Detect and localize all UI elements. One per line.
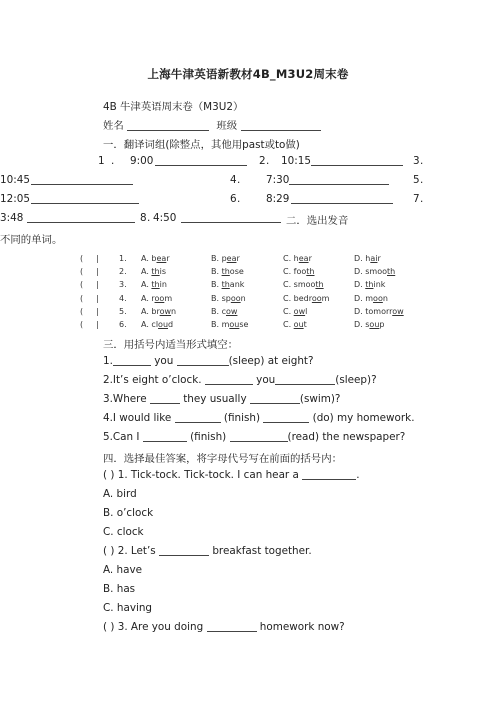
divider: | [96, 280, 99, 290]
mc-option: C. having [103, 602, 153, 614]
option-text: B. c [211, 306, 226, 316]
underlined-letters: th [151, 280, 160, 290]
section4-heading: 四．选择最佳答案，将字母代号写在前面的括号内： [103, 453, 342, 465]
item-number: 2. [119, 267, 127, 277]
option-b [211, 267, 244, 276]
option-text: B. [211, 280, 222, 290]
mc-option: C. clock [103, 526, 144, 538]
section2-heading-cont: 不同的单词。 [0, 234, 63, 246]
option-d [354, 294, 388, 303]
option-a [141, 280, 167, 289]
answer-blank[interactable] [263, 412, 309, 423]
underlined-letters: ow [392, 306, 404, 316]
option-text: m [164, 293, 173, 303]
option-text: C. [283, 319, 294, 329]
option-text: t [303, 319, 307, 329]
option-c [283, 267, 315, 276]
underlined-letters: th [387, 267, 396, 277]
divider: | [96, 306, 99, 316]
underlined-letters: ea [226, 254, 237, 263]
answer-blank[interactable] [155, 155, 247, 166]
fill-item: 4.I would like (finish) (do) my homework. [103, 412, 415, 424]
underlined-letters: ou [229, 319, 240, 329]
option-text: r [236, 254, 240, 263]
answer-paren[interactable]: ( [80, 280, 84, 290]
option-b [211, 307, 237, 316]
fill-item: 3.Where they usually (swim)? [103, 393, 341, 405]
option-text: n [240, 293, 246, 303]
option-text: r [166, 254, 170, 263]
section2-heading: 二．选出发音 [286, 215, 349, 227]
option-text: A. br [141, 306, 160, 316]
answer-blank[interactable] [143, 431, 187, 442]
option-text: C. foo [283, 267, 307, 277]
divider: | [96, 254, 99, 263]
answer-blank[interactable] [150, 393, 180, 404]
underlined-letters: oo [373, 293, 383, 303]
answer-paren[interactable]: ( [80, 306, 84, 316]
option-c [283, 294, 329, 303]
option-d [354, 267, 395, 276]
option-text: p [379, 319, 385, 329]
item-number: 3. [119, 280, 127, 290]
answer-blank[interactable] [289, 174, 389, 185]
option-b [211, 294, 246, 303]
divider: | [96, 293, 99, 303]
answer-blank[interactable] [31, 193, 139, 204]
underlined-letters: th [221, 280, 230, 290]
item-number: 6. [119, 319, 127, 329]
underlined-letters: th [365, 280, 374, 290]
option-text: D. m [354, 293, 374, 303]
fill-item: 1. you (sleep) at eight? [103, 355, 314, 367]
mc-option: B. o’clock [103, 507, 154, 519]
name-blank[interactable] [127, 120, 209, 131]
answer-blank[interactable] [207, 621, 257, 632]
answer-blank[interactable] [175, 412, 221, 423]
option-text: C. h [283, 254, 299, 263]
option-b [211, 280, 244, 289]
answer-blank[interactable] [205, 374, 253, 385]
underlined-letters: ow [293, 306, 306, 316]
underlined-letters: ou [369, 319, 380, 329]
option-text: B. [211, 267, 222, 277]
fill-item: 5.Can I (finish) (read) the newspaper? [103, 431, 406, 443]
class-label: 班级 [216, 120, 238, 132]
option-a [141, 267, 166, 276]
option-text: A. [141, 267, 152, 277]
option-text: n [171, 306, 177, 316]
option-a [141, 294, 172, 303]
option-text: l [305, 306, 308, 316]
answer-blank[interactable] [250, 393, 300, 404]
option-text: r [308, 254, 312, 263]
answer-blank[interactable] [159, 545, 209, 556]
answer-blank[interactable] [113, 355, 151, 366]
answer-paren[interactable]: ( [80, 319, 84, 329]
mc-question: ( ) 2. Let’s breakfast together. [103, 545, 312, 557]
option-text: ink [373, 280, 386, 290]
option-text: D. h [354, 254, 371, 263]
option-text: d [168, 319, 174, 329]
option-c [283, 320, 307, 329]
divider: | [96, 267, 99, 277]
name-class-line [103, 117, 321, 132]
option-c [283, 307, 307, 316]
option-d [354, 307, 404, 316]
option-text: m [321, 293, 330, 303]
underlined-letters: th [315, 280, 324, 290]
option-b [211, 254, 240, 263]
option-text: A. [141, 280, 152, 290]
underlined-letters: ow [159, 306, 172, 316]
answer-blank[interactable] [291, 193, 393, 204]
option-a [141, 307, 176, 316]
option-text: C. [283, 306, 294, 316]
name-label: 姓名 [103, 120, 124, 132]
option-text: B. p [211, 254, 227, 263]
option-text: in [159, 280, 167, 290]
option-text: B. m [211, 319, 230, 329]
underlined-letters: ai [370, 254, 378, 263]
mc-option: A. have [103, 564, 143, 576]
option-b [211, 320, 248, 329]
underlined-letters: oo [154, 293, 165, 303]
option-text: r [377, 254, 381, 263]
answer-paren[interactable]: ( [80, 267, 84, 277]
option-text: D. s [354, 319, 370, 329]
option-text: is [159, 267, 167, 277]
option-text: C. smoo [283, 280, 316, 290]
document-page: 上海牛津英语新教材4B_M3U2周末卷 4B 牛津英语周末卷（M3U2） 姓名 班级 一．翻译词组(除整点，其他用past或to做) 1 . 9:00 2 . 10:15 3 . 10:45 4 . 7:30 5 . 12:05 6 . 8:29 7 . 3:48 8 . 4:50 二．选出发音 不同的单词。 ( | 1. A. bear B. pear C. hear D. hair ( | 2. A. this B. those C. footh D. smooth ( | 3. A. thin B. thank C. smooth D. think ( | 4. A. room B. spoon C. bedroom D. moon ( | 5. A. brown B. cow C. owl D. tomorrow ( | 6. A. cloud B. mouse C. out D. soup 三．用括号内适当形式填空： 1. you (sleep) at eight? 2.It’s eight o’clock. you (sleep)? 3.Where they usually (swim)? 4.I would like (finish) (do) my homework. 5.Can I (finish) (read) the newspaper? 四．选择最佳答案，将字母代号写在前面的括号内： ( ) 1. Tick-tock. Tick-tock. I can hear a . A. bird B. o’clock C. clock ( ) 2. Let’s breakfast together. A. have B. has C. having ( ) 3. Are you doing homework now? [0, 0, 496, 702]
underlined-letters: th [306, 267, 315, 277]
section1-heading: 一．翻译词组(除整点，其他用past或to做) [103, 139, 300, 151]
fill-item: 2.It’s eight o’clock. you (sleep)? [103, 374, 377, 386]
option-a [141, 254, 170, 263]
option-d [354, 280, 385, 289]
document-title: 上海牛津英语新教材4B_M3U2周末卷 [147, 67, 349, 81]
answer-blank[interactable] [31, 174, 133, 185]
option-text: ank [229, 280, 245, 290]
mc-question: ( ) 1. Tick-tock. Tick-tock. I can hear a . [103, 469, 360, 481]
underlined-letters: th [151, 267, 160, 277]
option-text: A. cl [141, 319, 159, 329]
answer-paren[interactable]: ( [80, 254, 84, 263]
underlined-letters: oo [311, 293, 322, 303]
option-d [354, 320, 384, 329]
mc-option: B. has [103, 583, 136, 595]
subtitle: 4B 牛津英语周末卷（M3U2） [103, 101, 244, 113]
option-text: se [239, 319, 249, 329]
underlined-letters: ea [298, 254, 309, 263]
answer-blank[interactable] [230, 431, 288, 442]
option-text: B. sp [211, 293, 231, 303]
answer-blank[interactable] [177, 355, 229, 366]
underlined-letters: oo [230, 293, 241, 303]
option-c [283, 254, 312, 263]
underlined-letters: th [221, 267, 230, 277]
answer-blank[interactable] [311, 155, 403, 166]
option-text: C. bedr [283, 293, 312, 303]
answer-blank[interactable] [275, 374, 335, 385]
underlined-letters: ea [156, 254, 167, 263]
mc-question: ( ) 3. Are you doing homework now? [103, 621, 345, 633]
option-d [354, 254, 381, 263]
class-blank[interactable] [241, 120, 321, 131]
item-number: 5. [119, 306, 127, 316]
answer-blank[interactable] [302, 469, 356, 480]
option-text: n [382, 293, 388, 303]
mc-option: A. bird [103, 488, 137, 500]
answer-blank[interactable] [181, 212, 281, 223]
underlined-letters: ow [225, 306, 238, 316]
option-text: ose [229, 267, 244, 277]
option-text: D. smoo [354, 267, 387, 277]
item-number: 1. [119, 254, 127, 263]
option-c [283, 280, 324, 289]
option-text: A. b [141, 254, 157, 263]
answer-blank[interactable] [27, 212, 135, 223]
section3-heading: 三．用括号内适当形式填空： [103, 339, 239, 351]
option-text: D. tomorr [354, 306, 393, 316]
option-text: D. [354, 280, 366, 290]
divider: | [96, 319, 99, 329]
underlined-letters: ou [158, 319, 169, 329]
option-text: A. r [141, 293, 155, 303]
option-a [141, 320, 173, 329]
answer-paren[interactable]: ( [80, 293, 84, 303]
underlined-letters: ou [293, 319, 304, 329]
item-number: 4. [119, 293, 127, 303]
